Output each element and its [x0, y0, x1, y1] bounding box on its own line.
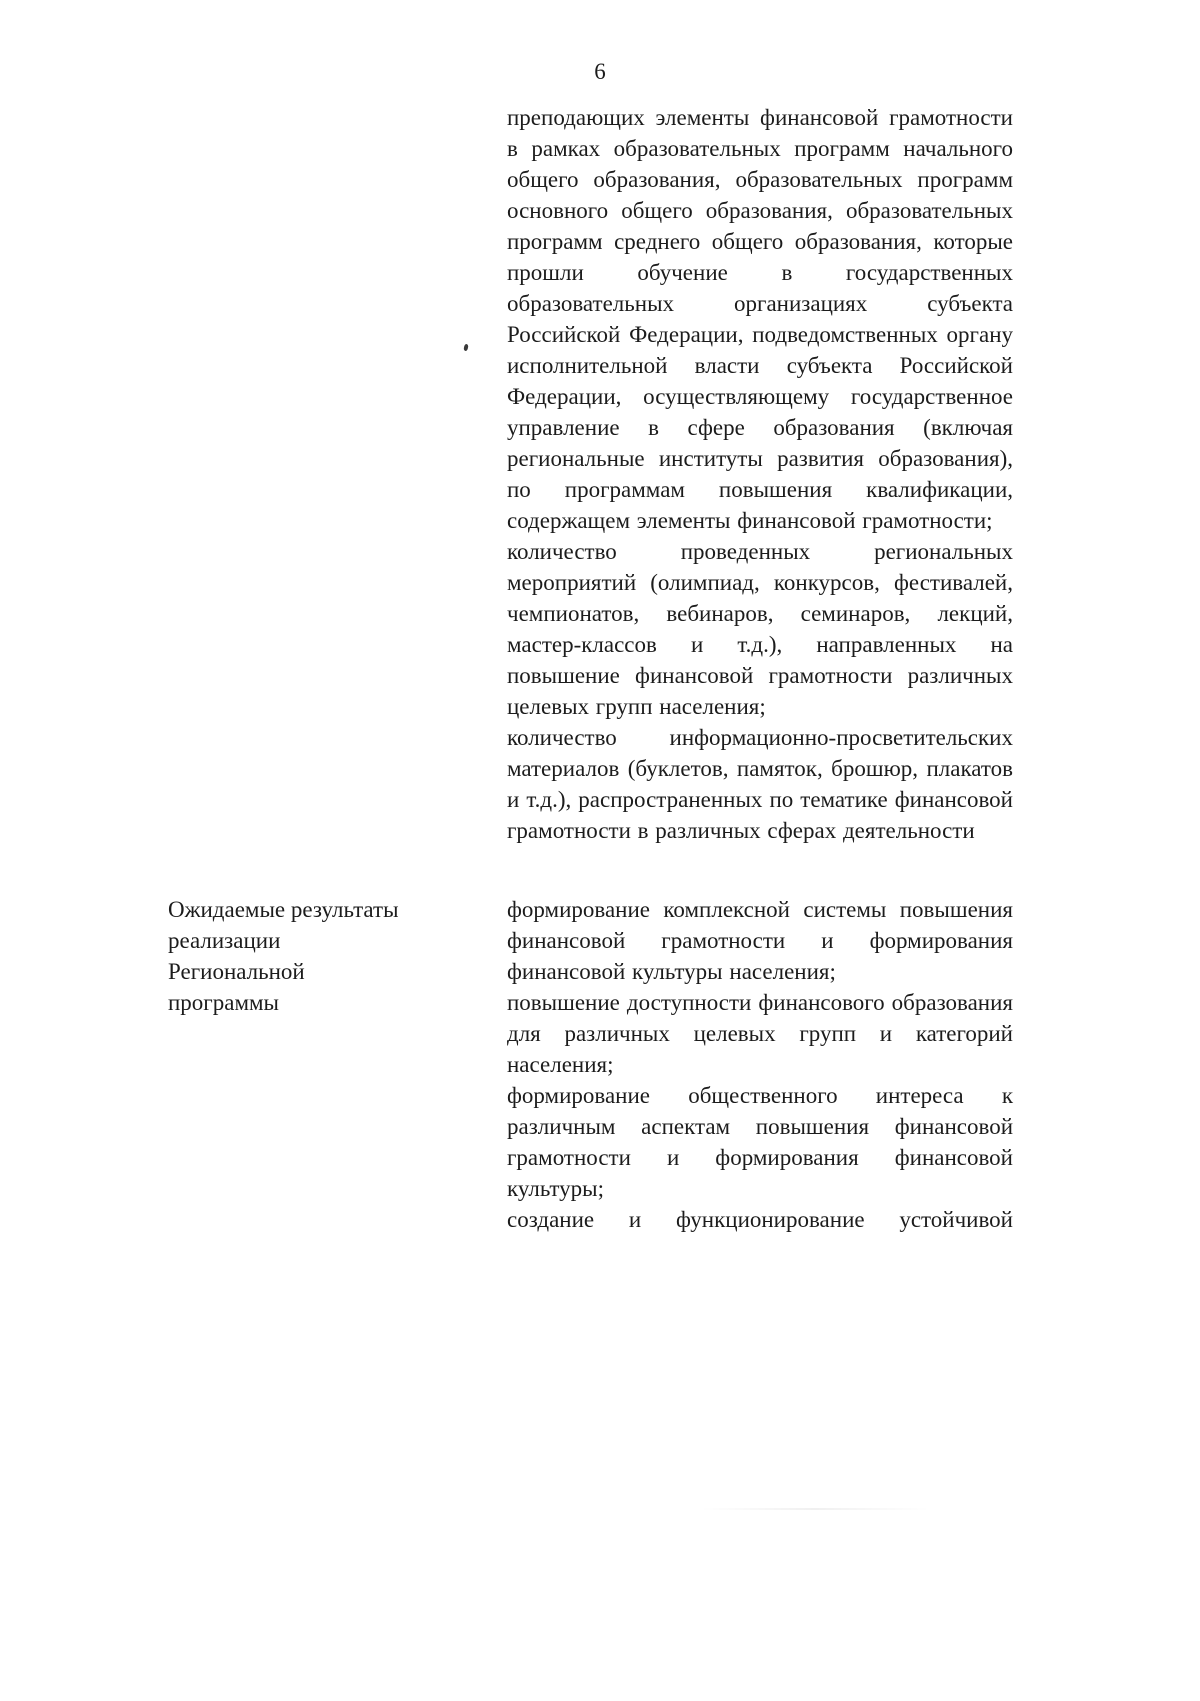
table-row-expected-results: [168, 894, 1013, 1235]
paragraph: формирование общественного интереса к различным аспектам повышения финансовой грамотности и формирования финансовой культуры;: [507, 1083, 1013, 1201]
paragraph: количество информационно-просветительских материалов (буклетов, памяток, брошюр, плакатов и т.д.), распространенных по тематике финансовой грамотности в различных сферах деятельности: [507, 725, 1013, 843]
paragraph: количество проведенных региональных мероприятий (олимпиад, конкурсов, фестивалей, чемпионатов, вебинаров, семинаров, лекций, мастер-классов и т.д.), направленных на повышение финансовой грамотности различных целевых групп населения;: [507, 539, 1013, 719]
row-label-line: Ожидаемые результаты: [168, 897, 399, 922]
page-content: [168, 102, 1013, 1235]
paragraph: повышение доступности финансового образования для различных целевых групп и категорий населения;: [507, 990, 1013, 1077]
row-label-line: программы: [168, 990, 280, 1015]
row-label: [168, 894, 507, 1018]
paragraph: преподающих элементы финансовой грамотности в рамках образовательных программ начального общего образования, образовательных программ основного общего образования, образовательных программ среднего общего образования, которые прошли обучение в государственных образовательных организациях субъекта Российской Федерации, подведомственных органу исполнительной власти субъекта Российской Федерации, осуществляющему государственное управление в сфере образования (включая региональные институты развития образования), по программам повышения квалификации, содержащем элементы финансовой грамотности;: [507, 105, 1013, 533]
paragraph: создание и функционирование устойчивой: [507, 1207, 1013, 1232]
paragraph: формирование комплексной системы повышения финансовой грамотности и формирования финансовой культуры населения;: [507, 897, 1013, 984]
row-body: [507, 894, 1013, 1235]
row-label-line: реализации: [168, 928, 281, 953]
page-number: 6: [594, 59, 606, 84]
table-row-indicators-continued: [168, 102, 1013, 846]
row-label-line: Региональной: [168, 959, 305, 984]
scan-artifact-smudge: [700, 1508, 930, 1510]
row-body: [507, 102, 1013, 846]
